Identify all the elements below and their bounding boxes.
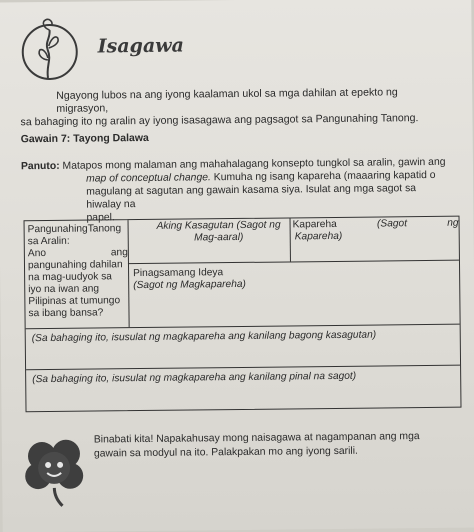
- intro-paragraph: [20, 86, 450, 130]
- activity-title: Gawain 7: Tayong Dalawa: [20, 131, 149, 146]
- closing-line: gawain sa modyul na ito. Palakpakan mo ang iyong sarili.: [93, 445, 358, 460]
- instructions-line: Matapos mong malaman ang mahahalagang konsepto tungkol sa aralin, gawin ang: [62, 156, 446, 172]
- table-divider: [26, 365, 460, 371]
- instructions-italic: map of conceptual change.: [86, 172, 211, 185]
- question-line: Pilipinas at tumungo: [28, 295, 121, 308]
- closing-line: Binabati kita! Napakahusay mong naisagawa at nagampanan ang mga: [93, 431, 420, 446]
- closing-message: [94, 430, 454, 462]
- question-line: na mag-uudyok sa: [28, 271, 113, 284]
- intro-line: sa bahaging ito ng aralin ay iyong isasagawa ang pagsagot sa Pangunahing Tanong.: [20, 112, 419, 129]
- combined-ideas-cell: [133, 265, 433, 292]
- header-line: Kapareha): [294, 230, 343, 243]
- new-answer-row: (Sa bahaging ito, isusulat ng magkapareha ang kanilang bagong kasagutan): [31, 329, 377, 345]
- question-line: iyo na iwan ang: [28, 283, 100, 296]
- combined-label: Pinagsamang Ideya: [133, 267, 224, 280]
- table-divider: [128, 260, 459, 265]
- question-line: PangunahingTanong: [27, 223, 122, 236]
- instructions-label: Panuto:: [20, 160, 60, 173]
- header-line: Mag-aaral): [194, 231, 244, 244]
- header-word: Kapareha: [292, 218, 337, 231]
- instructions-line: papel.: [86, 212, 115, 224]
- main-question-cell: [28, 223, 129, 320]
- instructions: [21, 156, 454, 226]
- instructions-text: Kumuha ng isang kapareha (maaaring kapatid o: [210, 169, 436, 184]
- isagawa-emblem-icon: [17, 16, 84, 87]
- header-word: ng: [447, 217, 459, 229]
- header-line: Aking Kasagutan (Sagot ng: [156, 219, 281, 232]
- question-line: [28, 247, 128, 260]
- instructions-line: magulang at sagutan ang gawain kasama siya. Isulat ang mga sagot sa hiwalay na: [86, 183, 417, 211]
- combined-sublabel: (Sagot ng Magkapareha): [133, 278, 246, 292]
- student-answer-header: [153, 219, 285, 244]
- header-word: (Sagot: [376, 218, 408, 230]
- clover-mascot-icon: [24, 432, 87, 509]
- final-answer-row: (Sa bahaging ito, isusulat ng magkapareha ang kanilang pinal na sagot): [32, 370, 357, 386]
- partner-answer-header: [293, 218, 459, 244]
- section-title: Isagawa: [97, 34, 184, 58]
- question-line: pangunahing dahilan: [27, 259, 123, 272]
- question-line: sa Aralin:: [27, 235, 70, 248]
- table-divider: [290, 218, 292, 261]
- question-word: Ano: [27, 247, 47, 260]
- question-word: ang: [110, 247, 128, 259]
- table-divider: [26, 324, 460, 330]
- concept-table: [24, 216, 462, 413]
- intro-line: Ngayong lubos na ang iyong kaalaman ukol sa mga dahilan at epekto ng migrasyon,: [56, 86, 398, 115]
- question-line: sa ibang bansa?: [28, 307, 104, 320]
